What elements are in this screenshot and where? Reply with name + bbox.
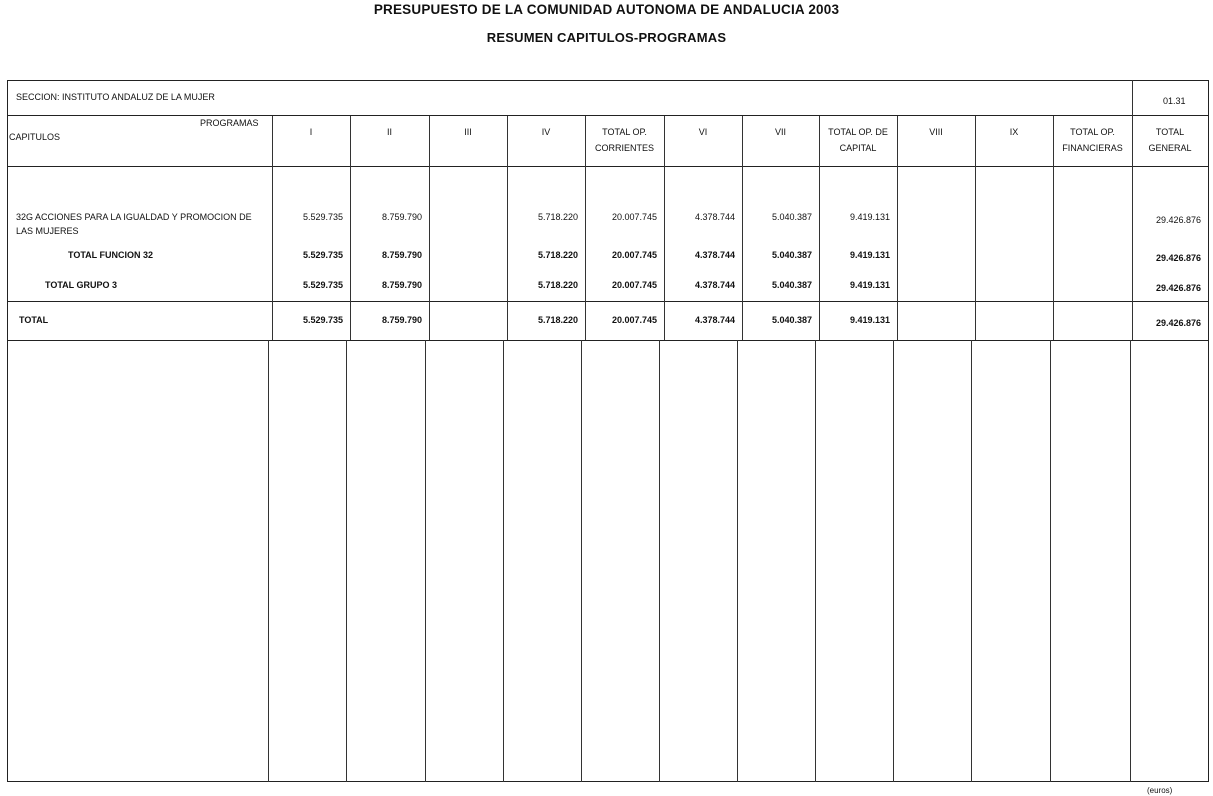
column-divider-body: [971, 340, 972, 782]
column-header: III: [464, 127, 472, 137]
value-cell: 5.529.735: [302, 212, 343, 222]
value-cell: 5.718.220: [537, 315, 578, 325]
column-header: VII: [774, 127, 786, 137]
column-divider-body: [1050, 340, 1051, 782]
rule-total-top: [7, 301, 1209, 302]
rule-header: [7, 166, 1209, 167]
page-title: PRESUPUESTO DE LA COMUNIDAD AUTONOMA DE ANDALUCIA 2003: [373, 2, 840, 17]
value-cell: 5.040.387: [771, 280, 812, 290]
value-cell: 5.529.735: [302, 315, 343, 325]
value-cell: 8.759.790: [381, 212, 422, 222]
column-divider: [897, 116, 898, 340]
value-cell: 5.529.735: [302, 280, 343, 290]
budget-table: [7, 80, 1209, 782]
programas-label: PROGRAMAS: [200, 118, 259, 128]
value-cell: 5.718.220: [537, 250, 578, 260]
value-cell: 4.378.744: [694, 212, 735, 222]
row-label-32g-line2: LAS MUJERES: [16, 226, 79, 236]
value-cell: 5.718.220: [537, 280, 578, 290]
row-label-total-grupo-3: TOTAL GRUPO 3: [45, 280, 118, 290]
value-cell: 20.007.745: [611, 250, 657, 260]
column-divider-body: [815, 340, 816, 782]
value-cell: 9.419.131: [849, 250, 890, 260]
column-header: II: [386, 127, 392, 137]
value-cell: 9.419.131: [849, 280, 890, 290]
value-cell: 20.007.745: [611, 315, 657, 325]
column-divider-body: [425, 340, 426, 782]
column-divider: [272, 116, 273, 340]
rule-section: [7, 115, 1209, 116]
section-label: SECCION: INSTITUTO ANDALUZ DE LA MUJER: [16, 92, 215, 102]
column-divider: [350, 116, 351, 340]
column-header: VIII: [929, 127, 943, 137]
value-cell: 5.040.387: [771, 212, 812, 222]
column-divider-body: [737, 340, 738, 782]
value-cell: 29.426.876: [1155, 215, 1201, 225]
value-cell: 4.378.744: [694, 315, 735, 325]
value-cell: 8.759.790: [381, 280, 422, 290]
column-divider-body: [581, 340, 582, 782]
value-cell: 29.426.876: [1155, 253, 1201, 263]
column-divider: [429, 116, 430, 340]
value-cell: 4.378.744: [694, 250, 735, 260]
value-cell: 9.419.131: [849, 315, 890, 325]
column-header: TOTAL OP. DE CAPITAL: [828, 127, 888, 153]
value-cell: 20.007.745: [611, 280, 657, 290]
value-cell: 8.759.790: [381, 250, 422, 260]
column-divider-body: [659, 340, 660, 782]
row-label-total-funcion-32: TOTAL FUNCION 32: [68, 250, 154, 260]
column-header: VI: [698, 127, 708, 137]
value-cell: 20.007.745: [611, 212, 657, 222]
value-cell: 5.718.220: [537, 212, 578, 222]
capitulos-label: CAPITULOS: [9, 132, 61, 142]
rule-total-bottom: [7, 340, 1209, 341]
value-cell: 5.529.735: [302, 250, 343, 260]
column-header: TOTAL OP. FINANCIERAS: [1062, 127, 1123, 153]
column-divider-body: [893, 340, 894, 782]
column-header: IV: [541, 127, 551, 137]
column-header: I: [309, 127, 313, 137]
section-code-divider: [1132, 80, 1133, 116]
value-cell: 9.419.131: [849, 212, 890, 222]
column-header: IX: [1009, 127, 1019, 137]
column-divider: [742, 116, 743, 340]
page-subtitle: RESUMEN CAPITULOS-PROGRAMAS: [486, 30, 727, 45]
column-divider-body: [1130, 340, 1131, 782]
value-cell: 4.378.744: [694, 280, 735, 290]
column-divider-body: [268, 340, 269, 782]
value-cell: 29.426.876: [1155, 318, 1201, 328]
row-label-total: TOTAL: [19, 315, 49, 325]
value-cell: 5.040.387: [771, 250, 812, 260]
row-label-32g-line1: 32G ACCIONES PARA LA IGUALDAD Y PROMOCION DE: [16, 212, 252, 222]
units-note: (euros): [1147, 786, 1173, 795]
value-cell: 5.040.387: [771, 315, 812, 325]
column-divider-body: [346, 340, 347, 782]
section-code: 01.31: [1163, 96, 1186, 106]
column-header: TOTAL GENERAL: [1148, 127, 1192, 153]
column-divider: [664, 116, 665, 340]
column-divider: [507, 116, 508, 340]
column-divider: [975, 116, 976, 340]
value-cell: 8.759.790: [381, 315, 422, 325]
column-divider-body: [503, 340, 504, 782]
column-header: TOTAL OP. CORRIENTES: [594, 127, 654, 153]
value-cell: 29.426.876: [1155, 283, 1201, 293]
